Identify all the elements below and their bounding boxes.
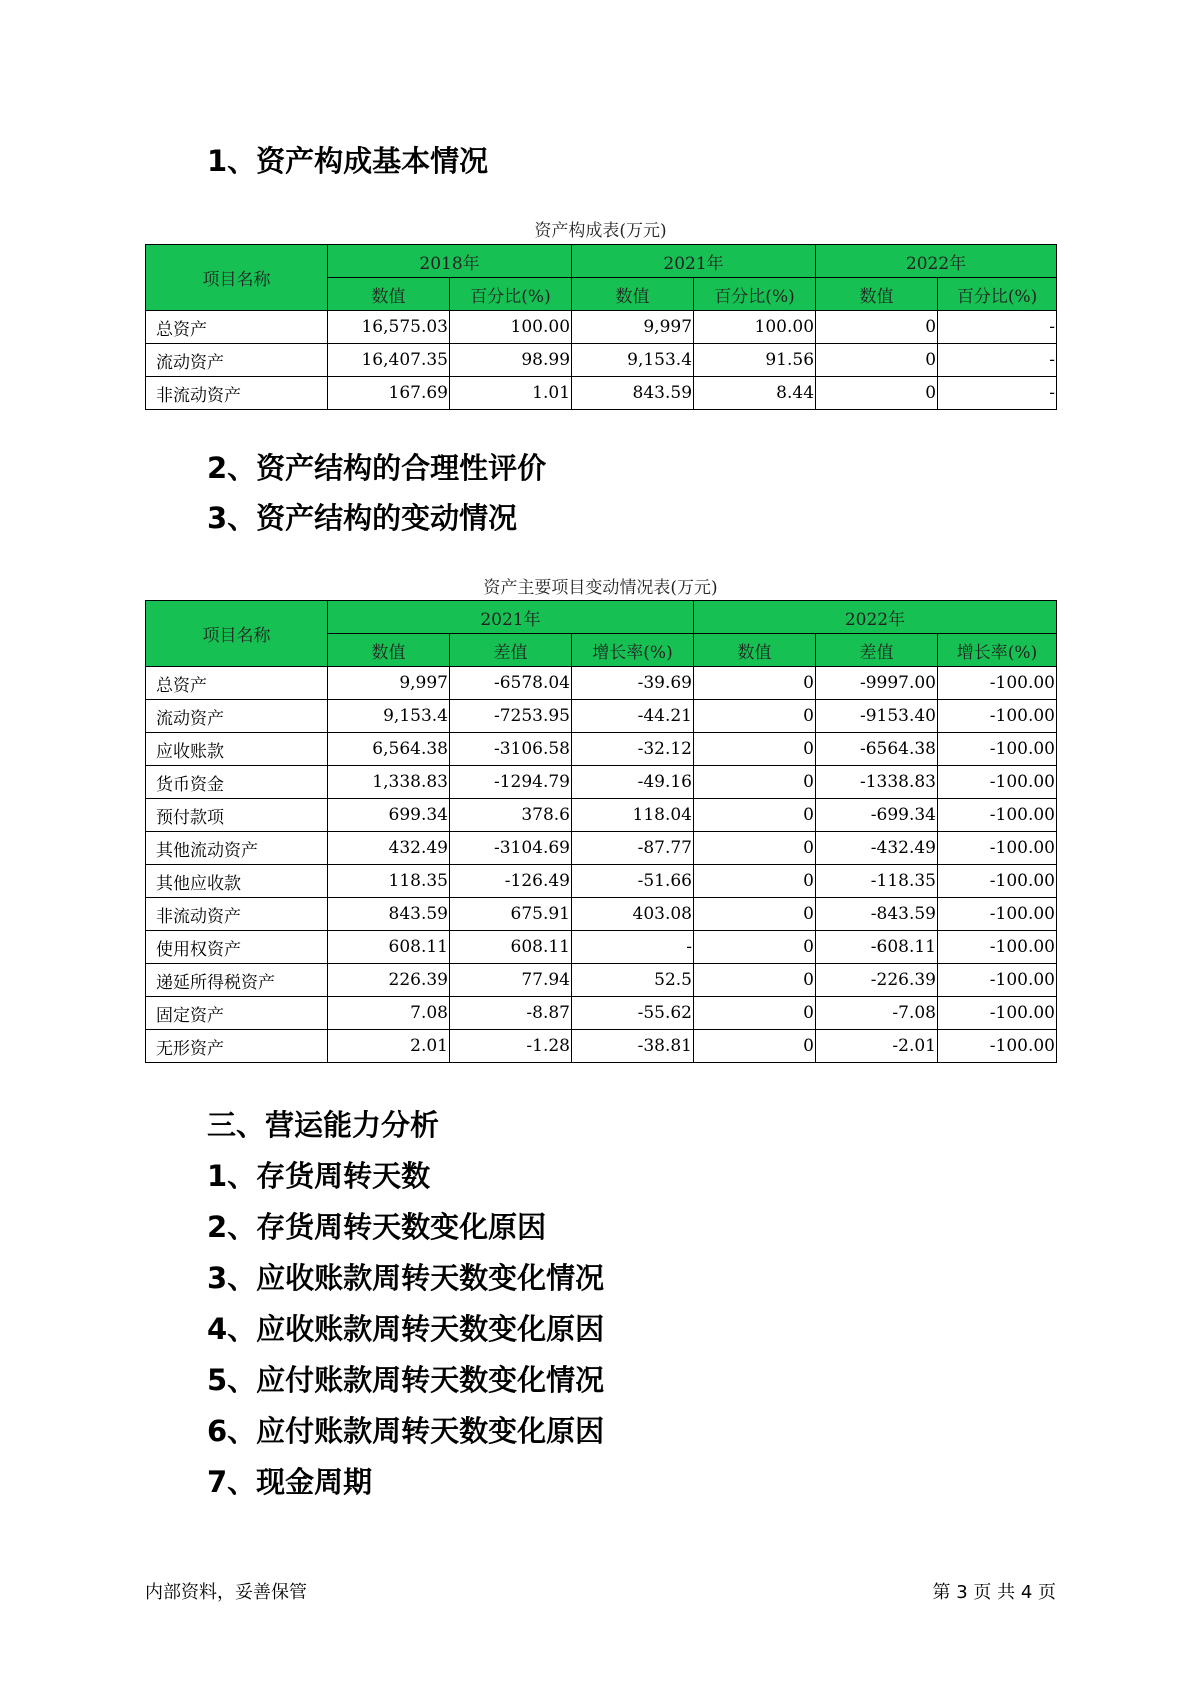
- table-cell: 16,407.35: [328, 344, 450, 377]
- table-cell: -9153.40: [816, 700, 938, 733]
- section-heading: 4、应收账款周转天数变化原因: [207, 1312, 605, 1346]
- table-cell: -100.00: [938, 964, 1057, 997]
- table-cell: 843.59: [572, 377, 694, 410]
- column-subheader: 差值: [816, 634, 938, 667]
- table-cell: -32.12: [572, 733, 694, 766]
- column-header-year: 2018年: [328, 245, 572, 278]
- section-heading: 1、资产构成基本情况: [207, 144, 489, 178]
- footer-confidential-note: 内部资料，妥善保管: [145, 1582, 307, 1603]
- table-header-row: [146, 245, 1057, 278]
- table-cell: -699.34: [816, 799, 938, 832]
- table-cell: -1338.83: [816, 766, 938, 799]
- table-header-row: [146, 601, 1057, 634]
- table-cell: -38.81: [572, 1030, 694, 1063]
- column-subheader: 百分比(%): [450, 278, 572, 311]
- table-cell: -843.59: [816, 898, 938, 931]
- table-cell: 167.69: [328, 377, 450, 410]
- table-cell: -51.66: [572, 865, 694, 898]
- table-cell: -7.08: [816, 997, 938, 1030]
- table-cell: 9,997: [328, 667, 450, 700]
- column-header-year: 2021年: [328, 601, 694, 634]
- table-cell: 0: [694, 964, 816, 997]
- row-item-name: 非流动资产: [146, 898, 328, 931]
- section-heading: 3、资产结构的变动情况: [207, 501, 518, 535]
- column-header-item: 项目名称: [146, 245, 328, 311]
- section-heading: 2、存货周转天数变化原因: [207, 1210, 547, 1244]
- table-row: [146, 997, 1057, 1030]
- table-row: [146, 865, 1057, 898]
- table-cell: 1.01: [450, 377, 572, 410]
- table-cell: -100.00: [938, 997, 1057, 1030]
- asset-composition-table: [145, 244, 1057, 410]
- table-cell: 608.11: [450, 931, 572, 964]
- column-subheader: 百分比(%): [694, 278, 816, 311]
- table-cell: -100.00: [938, 898, 1057, 931]
- table-cell: 0: [816, 377, 938, 410]
- table-cell: -100.00: [938, 799, 1057, 832]
- table-cell: 98.99: [450, 344, 572, 377]
- table-cell: 9,997: [572, 311, 694, 344]
- table-row: [146, 898, 1057, 931]
- table-body: [146, 667, 1057, 1063]
- table-cell: 118.35: [328, 865, 450, 898]
- column-subheader: 数值: [816, 278, 938, 311]
- table-cell: -432.49: [816, 832, 938, 865]
- table-cell: 1,338.83: [328, 766, 450, 799]
- row-item-name: 使用权资产: [146, 931, 328, 964]
- table-cell: -87.77: [572, 832, 694, 865]
- row-item-name: 货币资金: [146, 766, 328, 799]
- table-cell: 675.91: [450, 898, 572, 931]
- table-cell: -49.16: [572, 766, 694, 799]
- column-header-year: 2022年: [694, 601, 1057, 634]
- table-cell: 118.04: [572, 799, 694, 832]
- table-cell: -100.00: [938, 700, 1057, 733]
- table-row: [146, 832, 1057, 865]
- table-cell: 0: [694, 832, 816, 865]
- section-heading: 5、应付账款周转天数变化情况: [207, 1363, 605, 1397]
- table-cell: -1.28: [450, 1030, 572, 1063]
- column-subheader: 增长率(%): [572, 634, 694, 667]
- table-cell: 0: [694, 667, 816, 700]
- column-header-year: 2022年: [816, 245, 1057, 278]
- row-item-name: 其他应收款: [146, 865, 328, 898]
- table-cell: -126.49: [450, 865, 572, 898]
- table-cell: 6,564.38: [328, 733, 450, 766]
- table-cell: -: [938, 311, 1057, 344]
- table-row: [146, 799, 1057, 832]
- column-subheader: 差值: [450, 634, 572, 667]
- table-cell: -55.62: [572, 997, 694, 1030]
- table-row: [146, 964, 1057, 997]
- column-subheader: 数值: [694, 634, 816, 667]
- column-subheader: 数值: [572, 278, 694, 311]
- row-item-name: 固定资产: [146, 997, 328, 1030]
- section-heading: 2、资产结构的合理性评价: [207, 451, 547, 485]
- table-cell: -608.11: [816, 931, 938, 964]
- table-cell: -7253.95: [450, 700, 572, 733]
- table-cell: 2.01: [328, 1030, 450, 1063]
- column-subheader: 数值: [328, 278, 450, 311]
- table-cell: -6578.04: [450, 667, 572, 700]
- table-cell: 77.94: [450, 964, 572, 997]
- table-row: [146, 311, 1057, 344]
- table-cell: 0: [694, 1030, 816, 1063]
- table-cell: -100.00: [938, 1030, 1057, 1063]
- column-header-year: 2021年: [572, 245, 816, 278]
- table-cell: -: [572, 931, 694, 964]
- asset-change-table: [145, 600, 1057, 1063]
- row-item-name: 递延所得税资产: [146, 964, 328, 997]
- table-cell: -100.00: [938, 865, 1057, 898]
- column-subheader: 数值: [328, 634, 450, 667]
- table-cell: -: [938, 344, 1057, 377]
- table-cell: -100.00: [938, 931, 1057, 964]
- table-caption: 资产构成表(万元): [534, 221, 667, 241]
- table-cell: 9,153.4: [328, 700, 450, 733]
- section-heading: 3、应收账款周转天数变化情况: [207, 1261, 605, 1295]
- table-cell: 100.00: [450, 311, 572, 344]
- table-cell: 8.44: [694, 377, 816, 410]
- table-cell: -39.69: [572, 667, 694, 700]
- table-cell: 843.59: [328, 898, 450, 931]
- table-cell: 432.49: [328, 832, 450, 865]
- table-row: [146, 344, 1057, 377]
- table-cell: -118.35: [816, 865, 938, 898]
- table-cell: -44.21: [572, 700, 694, 733]
- table-cell: 403.08: [572, 898, 694, 931]
- table-cell: 699.34: [328, 799, 450, 832]
- row-item-name: 预付款项: [146, 799, 328, 832]
- table-cell: -2.01: [816, 1030, 938, 1063]
- row-item-name: 其他流动资产: [146, 832, 328, 865]
- column-header-item: 项目名称: [146, 601, 328, 667]
- table-cell: -100.00: [938, 766, 1057, 799]
- table-row: [146, 700, 1057, 733]
- table-cell: -100.00: [938, 667, 1057, 700]
- table-cell: -9997.00: [816, 667, 938, 700]
- table-cell: -6564.38: [816, 733, 938, 766]
- table-cell: 0: [694, 700, 816, 733]
- column-subheader: 增长率(%): [938, 634, 1057, 667]
- table-cell: 9,153.4: [572, 344, 694, 377]
- table-cell: -3106.58: [450, 733, 572, 766]
- row-item-name: 应收账款: [146, 733, 328, 766]
- table-caption: 资产主要项目变动情况表(万元): [483, 578, 718, 598]
- footer-page-number: 第 3 页 共 4 页: [932, 1582, 1056, 1603]
- section-heading: 7、现金周期: [207, 1465, 373, 1499]
- table-cell: 378.6: [450, 799, 572, 832]
- table-row: [146, 667, 1057, 700]
- table-body: [146, 311, 1057, 410]
- section-heading: 6、应付账款周转天数变化原因: [207, 1414, 605, 1448]
- table-cell: -100.00: [938, 733, 1057, 766]
- table-cell: -100.00: [938, 832, 1057, 865]
- table-cell: 0: [694, 898, 816, 931]
- table-cell: 0: [694, 931, 816, 964]
- section-heading: 1、存货周转天数: [207, 1159, 431, 1193]
- table-row: [146, 1030, 1057, 1063]
- table-cell: 100.00: [694, 311, 816, 344]
- table-cell: 0: [816, 311, 938, 344]
- table-cell: 0: [694, 733, 816, 766]
- section-heading: 三、营运能力分析: [207, 1108, 440, 1142]
- table-cell: -3104.69: [450, 832, 572, 865]
- table-cell: 52.5: [572, 964, 694, 997]
- column-subheader: 百分比(%): [938, 278, 1057, 311]
- table-cell: -8.87: [450, 997, 572, 1030]
- table-cell: 226.39: [328, 964, 450, 997]
- table-row: [146, 733, 1057, 766]
- table-cell: 608.11: [328, 931, 450, 964]
- row-item-name: 总资产: [146, 667, 328, 700]
- table-cell: 0: [816, 344, 938, 377]
- table-row: [146, 377, 1057, 410]
- row-item-name: 总资产: [146, 311, 328, 344]
- row-item-name: 流动资产: [146, 344, 328, 377]
- table-cell: 16,575.03: [328, 311, 450, 344]
- table-cell: -226.39: [816, 964, 938, 997]
- table-cell: 0: [694, 766, 816, 799]
- table-cell: 91.56: [694, 344, 816, 377]
- row-item-name: 流动资产: [146, 700, 328, 733]
- table-cell: -: [938, 377, 1057, 410]
- table-row: [146, 766, 1057, 799]
- table-row: [146, 931, 1057, 964]
- table-cell: 7.08: [328, 997, 450, 1030]
- table-cell: 0: [694, 997, 816, 1030]
- table-cell: -1294.79: [450, 766, 572, 799]
- table-cell: 0: [694, 799, 816, 832]
- table-cell: 0: [694, 865, 816, 898]
- row-item-name: 无形资产: [146, 1030, 328, 1063]
- row-item-name: 非流动资产: [146, 377, 328, 410]
